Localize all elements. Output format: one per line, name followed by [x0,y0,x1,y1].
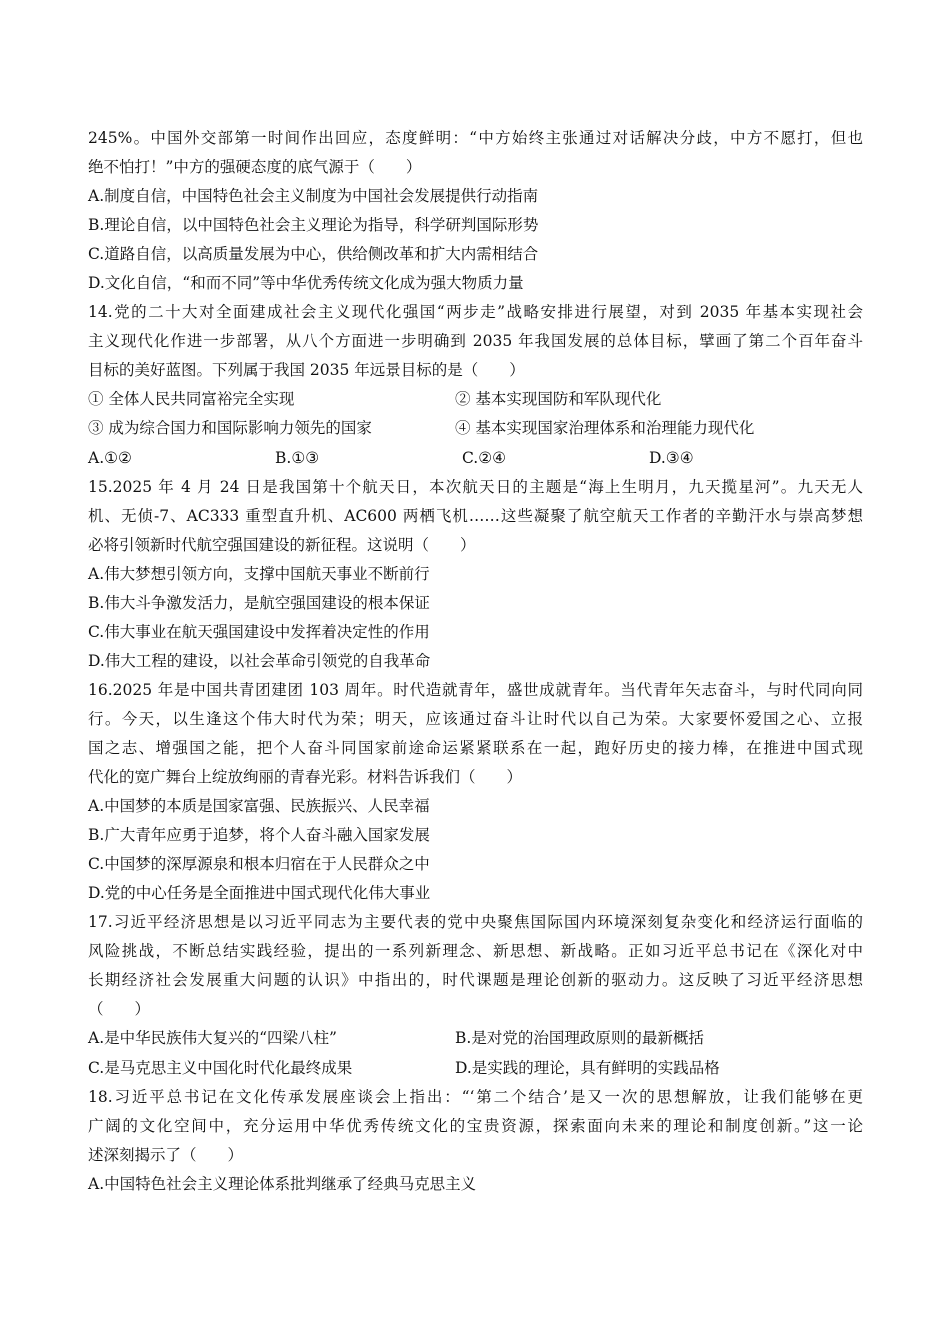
statement-2: ② 基本实现国防和军队现代化 [455,390,662,409]
question-stem-line: 目标的美好蓝图。下列属于我国 2035 年远景目标的是（ ） [88,361,525,380]
question-17 [88,908,863,1082]
option-d: D.伟大工程的建设，以社会革命引领党的自我革命 [88,651,431,670]
question-stem-line: 18.习近平总书记在文化传承发展座谈会上指出：“‘第二个结合’是又一次的思想解放，让我们能够在更 [88,1087,863,1106]
option-c: C.中国梦的深厚源泉和根本归宿在于人民群众之中 [88,855,430,874]
question-stem-line: （ ） [88,1000,151,1019]
option-b: B.是对党的治国理政原则的最新概括 [455,1029,704,1048]
page-content [88,124,863,1199]
question-stem-line: 主义现代化作进一步部署，从八个方面进一步明确到 2035 年我国发展的总体目标，擘画了第二个百年奋斗 [88,332,863,351]
option-c: C.伟大事业在航天强国建设中发挥着决定性的作用 [88,622,430,641]
option-d: D.是实践的理论，具有鲜明的实践品格 [455,1058,720,1077]
question-stem-line: 必将引领新时代航空强国建设的新征程。这说明（ ） [88,535,476,554]
option-a: A.是中华民族伟大复兴的“四梁八柱” [88,1029,337,1048]
option-a: A.制度自信，中国特色社会主义制度为中国社会发展提供行动指南 [88,187,539,206]
question-stem-line: 16.2025 年是中国共青团建团 103 周年。时代造就青年，盛世成就青年。当代青年矢志奋斗，与时代同向同 [88,680,863,699]
option-b: B.理论自信，以中国特色社会主义理论为指导，科学研判国际形势 [88,216,539,235]
question-stem-line: 行。今天，以生逢这个伟大时代为荣；明天，应该通过奋斗让时代以自己为荣。大家要怀爱国之心、立报 [88,709,863,728]
option-b: B.①③ [275,448,320,467]
question-stem-line: 广阔的文化空间中，充分运用中华优秀传统文化的宝贵资源，探索面向未来的理论和制度创新。”这一论 [88,1116,863,1135]
question-stem-line: 17.习近平经济思想是以习近平同志为主要代表的党中央聚焦国际国内环境深刻复杂变化和经济运行面临的 [88,913,863,932]
question-stem-line: 14.党的二十大对全面建成社会主义现代化强国“两步走”战略安排进行展望，对到 2035 年基本实现社会 [88,303,863,322]
question-13 [88,124,863,298]
question-stem-line: 15.2025 年 4 月 24 日是我国第十个航天日，本次航天日的主题是“海上生明月，九天揽星河”。九天无人 [88,477,863,496]
statement-row [88,414,863,443]
option-a: A.中国特色社会主义理论体系批判继承了经典马克思主义 [88,1174,477,1193]
option-d: D.文化自信，“和而不同”等中华优秀传统文化成为强大物质力量 [88,274,524,293]
option-d: D.党的中心任务是全面推进中国式现代化伟大事业 [88,884,431,903]
question-stem-line: 长期经济社会发展重大问题的认识》中指出的，时代课题是理论创新的驱动力。这反映了习近平经济思想 [88,971,863,990]
option-b: B.广大青年应勇于追梦，将个人奋斗融入国家发展 [88,826,430,845]
question-stem-line: 国之志、增强国之能，把个人奋斗同国家前途命运紧紧联系在一起，跑好历史的接力棒，在推进中国式现 [88,738,863,757]
question-stem-line: 风险挑战，不断总结实践经验，提出的一系列新理念、新思想、新战略。正如习近平总书记在《深化对中 [88,942,863,961]
question-14 [88,298,863,472]
statement-4: ④ 基本实现国家治理体系和治理能力现代化 [455,419,755,438]
option-c: C.②④ [462,448,507,467]
statement-1: ① 全体人民共同富裕完全实现 [88,390,295,409]
options-row [88,444,863,473]
question-stem-line: 述深刻揭示了（ ） [88,1145,244,1164]
question-stem-line: 代化的宽广舞台上绽放绚丽的青春光彩。材料告诉我们（ ） [88,768,523,787]
option-a: A.伟大梦想引领方向，支撑中国航天事业不断前行 [88,564,430,583]
question-stem-line: 机、无侦-7、AC333 重型直升机、AC600 两栖飞机……这些凝聚了航空航天工作者的辛勤汗水与崇高梦想 [88,506,863,525]
options-row [88,1024,863,1053]
question-16 [88,676,863,908]
option-a: A.中国梦的本质是国家富强、民族振兴、人民幸福 [88,797,430,816]
option-d: D.③④ [649,448,694,467]
question-15 [88,473,863,676]
question-stem-line: 绝不怕打！”中方的强硬态度的底气源于（ ） [88,158,422,177]
option-c: C.是马克思主义中国化时代化最终成果 [88,1058,353,1077]
option-c: C.道路自信，以高质量发展为中心，供给侧改革和扩大内需相结合 [88,245,539,264]
option-a: A.①② [88,448,132,467]
statement-3: ③ 成为综合国力和国际影响力领先的国家 [88,419,372,438]
option-b: B.伟大斗争激发活力，是航空强国建设的根本保证 [88,593,430,612]
options-row [88,1054,863,1083]
question-18 [88,1083,863,1199]
question-stem-line: 245%。中国外交部第一时间作出回应，态度鲜明：“中方始终主张通过对话解决分歧，中方不愿打，但也 [88,129,863,147]
statement-row [88,385,863,414]
